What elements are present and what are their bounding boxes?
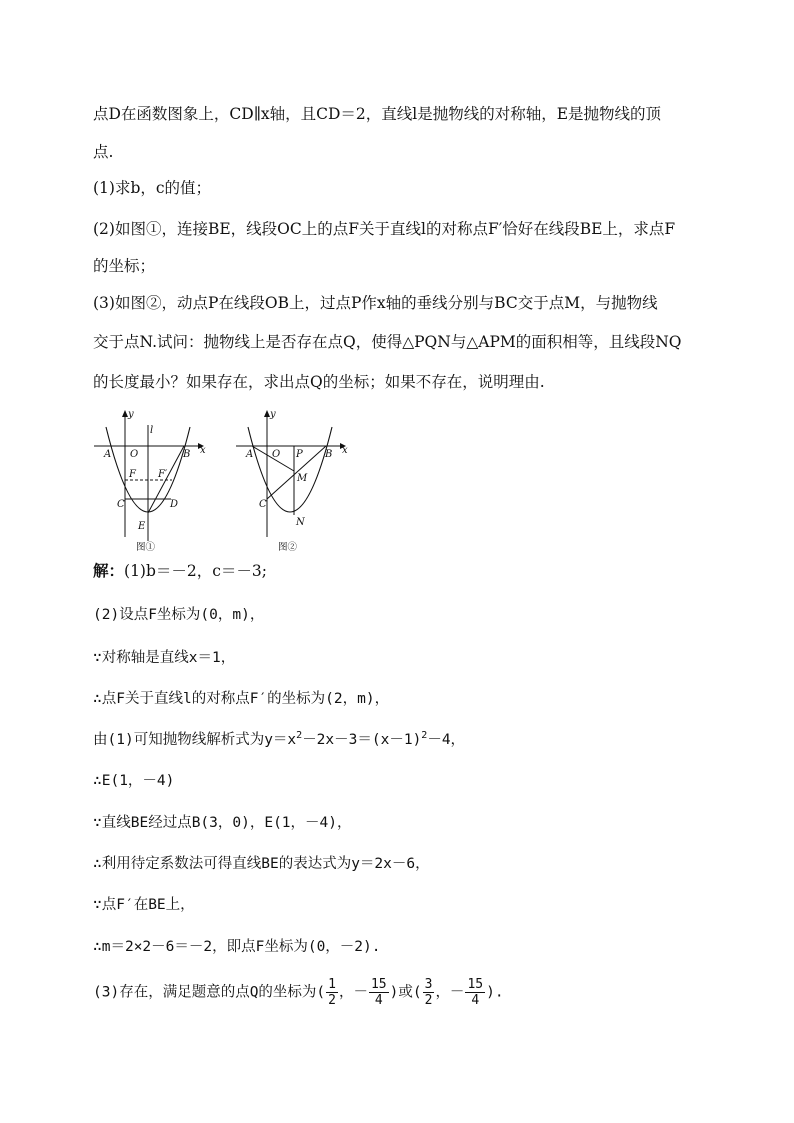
fraction-denominator: 2 <box>424 993 433 1008</box>
fig2-M-label: M <box>297 473 308 484</box>
fig1-E-label: E <box>138 521 146 532</box>
formula-part: －2x－3＝(x－1) <box>302 732 422 748</box>
solution-part-1: (1)b＝－2，c＝－3; <box>124 562 268 580</box>
fraction <box>369 977 389 1008</box>
fraction-denominator: 2 <box>328 993 336 1008</box>
fig2-y-label: y <box>270 409 276 420</box>
fig2-B-label: B <box>325 449 333 460</box>
figure-1-diagram <box>90 405 208 553</box>
fig1-F-prime-label: F′ <box>158 469 168 480</box>
problem-line-2: 点. <box>93 143 114 161</box>
fig1-caption: 图① <box>136 542 156 553</box>
fig2-caption: 图② <box>278 542 298 553</box>
answer-text: ，－ <box>338 984 368 1001</box>
fig1-D-label: D <box>170 499 179 510</box>
exponent: 2 <box>421 730 428 741</box>
fig1-C-label: C <box>117 499 125 510</box>
fraction-numerator: 1 <box>328 977 336 992</box>
solution-line-2: (2)设点F坐标为(0，m)， <box>93 607 265 623</box>
answer-text: ，－ <box>435 984 465 1001</box>
fraction <box>326 977 338 1008</box>
problem-part-3: (3)如图②，动点P在线段OB上，过点P作x轴的垂线分别与BC交于点M，与抛物线 <box>93 294 658 312</box>
problem-part-2: (2)如图①，连接BE，线段OC上的点F关于直线l的对称点F′恰好在线段BE上，求点F <box>93 220 676 238</box>
problem-part-1: (1)求b，c的值； <box>93 179 212 197</box>
problem-line-5: 的坐标； <box>93 257 156 275</box>
fig1-O-label: O <box>130 449 139 460</box>
solution-line-9: ∵点F′在BE上， <box>93 897 195 913</box>
fraction-numerator: 15 <box>467 977 484 992</box>
fraction-denominator: 4 <box>471 993 480 1008</box>
solution-label: 解： <box>93 561 125 580</box>
fraction <box>465 977 485 1008</box>
solution-line-7: ∵直线BE经过点B(3，0)，E(1，－4)， <box>93 815 352 831</box>
fig2-x-label: x <box>342 445 348 456</box>
fig1-F-label: F <box>129 469 136 480</box>
formula-part: 由(1)可知抛物线解析式为y＝x <box>93 732 297 748</box>
solution-line-1 <box>93 561 267 581</box>
solution-line-4: ∴点F关于直线l的对称点F′的坐标为(2，m)， <box>93 691 390 707</box>
solution-line-11 <box>93 977 504 1008</box>
fraction-numerator: 15 <box>370 977 387 992</box>
answer-text: ). <box>486 984 504 1001</box>
problem-line-8: 的长度最小？如果存在，求出点Q的坐标；如果不存在，说明理由. <box>93 373 545 391</box>
fig2-O-label: O <box>272 449 281 460</box>
problem-line-1: 点D在函数图象上，CD∥x轴，且CD＝2，直线l是抛物线的对称轴，E是抛物线的顶 <box>93 105 662 123</box>
answer-text: (3)存在，满足题意的点Q的坐标为( <box>93 984 326 1001</box>
fig2-C-label: C <box>259 499 267 510</box>
solution-line-6: ∴E(1，－4) <box>93 773 175 789</box>
fig1-B-label: B <box>183 449 191 460</box>
fig2-N-label: N <box>296 517 305 528</box>
answer-text: )或( <box>389 984 422 1001</box>
fig2-A-label: A <box>246 449 254 460</box>
fig1-l-label: l <box>150 425 154 436</box>
exponent: 2 <box>296 730 303 741</box>
solution-line-3: ∵对称轴是直线x＝1， <box>93 650 236 666</box>
solution-line-10: ∴m＝2×2－6＝－2，即点F坐标为(0，－2). <box>93 939 381 955</box>
fraction-denominator: 4 <box>374 993 383 1008</box>
figure-2-diagram <box>232 405 350 553</box>
fig2-P-label: P <box>296 449 303 460</box>
formula-part: －4， <box>427 732 466 748</box>
fraction-numerator: 3 <box>424 977 433 992</box>
fraction <box>423 977 435 1008</box>
solution-line-8: ∴利用待定系数法可得直线BE的表达式为y＝2x－6， <box>93 856 430 872</box>
fig1-x-label: x <box>200 445 206 456</box>
fig1-y-label: y <box>128 409 134 420</box>
fig1-A-label: A <box>104 449 112 460</box>
problem-line-7: 交于点N.试问：抛物线上是否存在点Q，使得△PQN与△APM的面积相等，且线段NQ <box>93 333 682 351</box>
solution-line-5 <box>93 730 465 750</box>
